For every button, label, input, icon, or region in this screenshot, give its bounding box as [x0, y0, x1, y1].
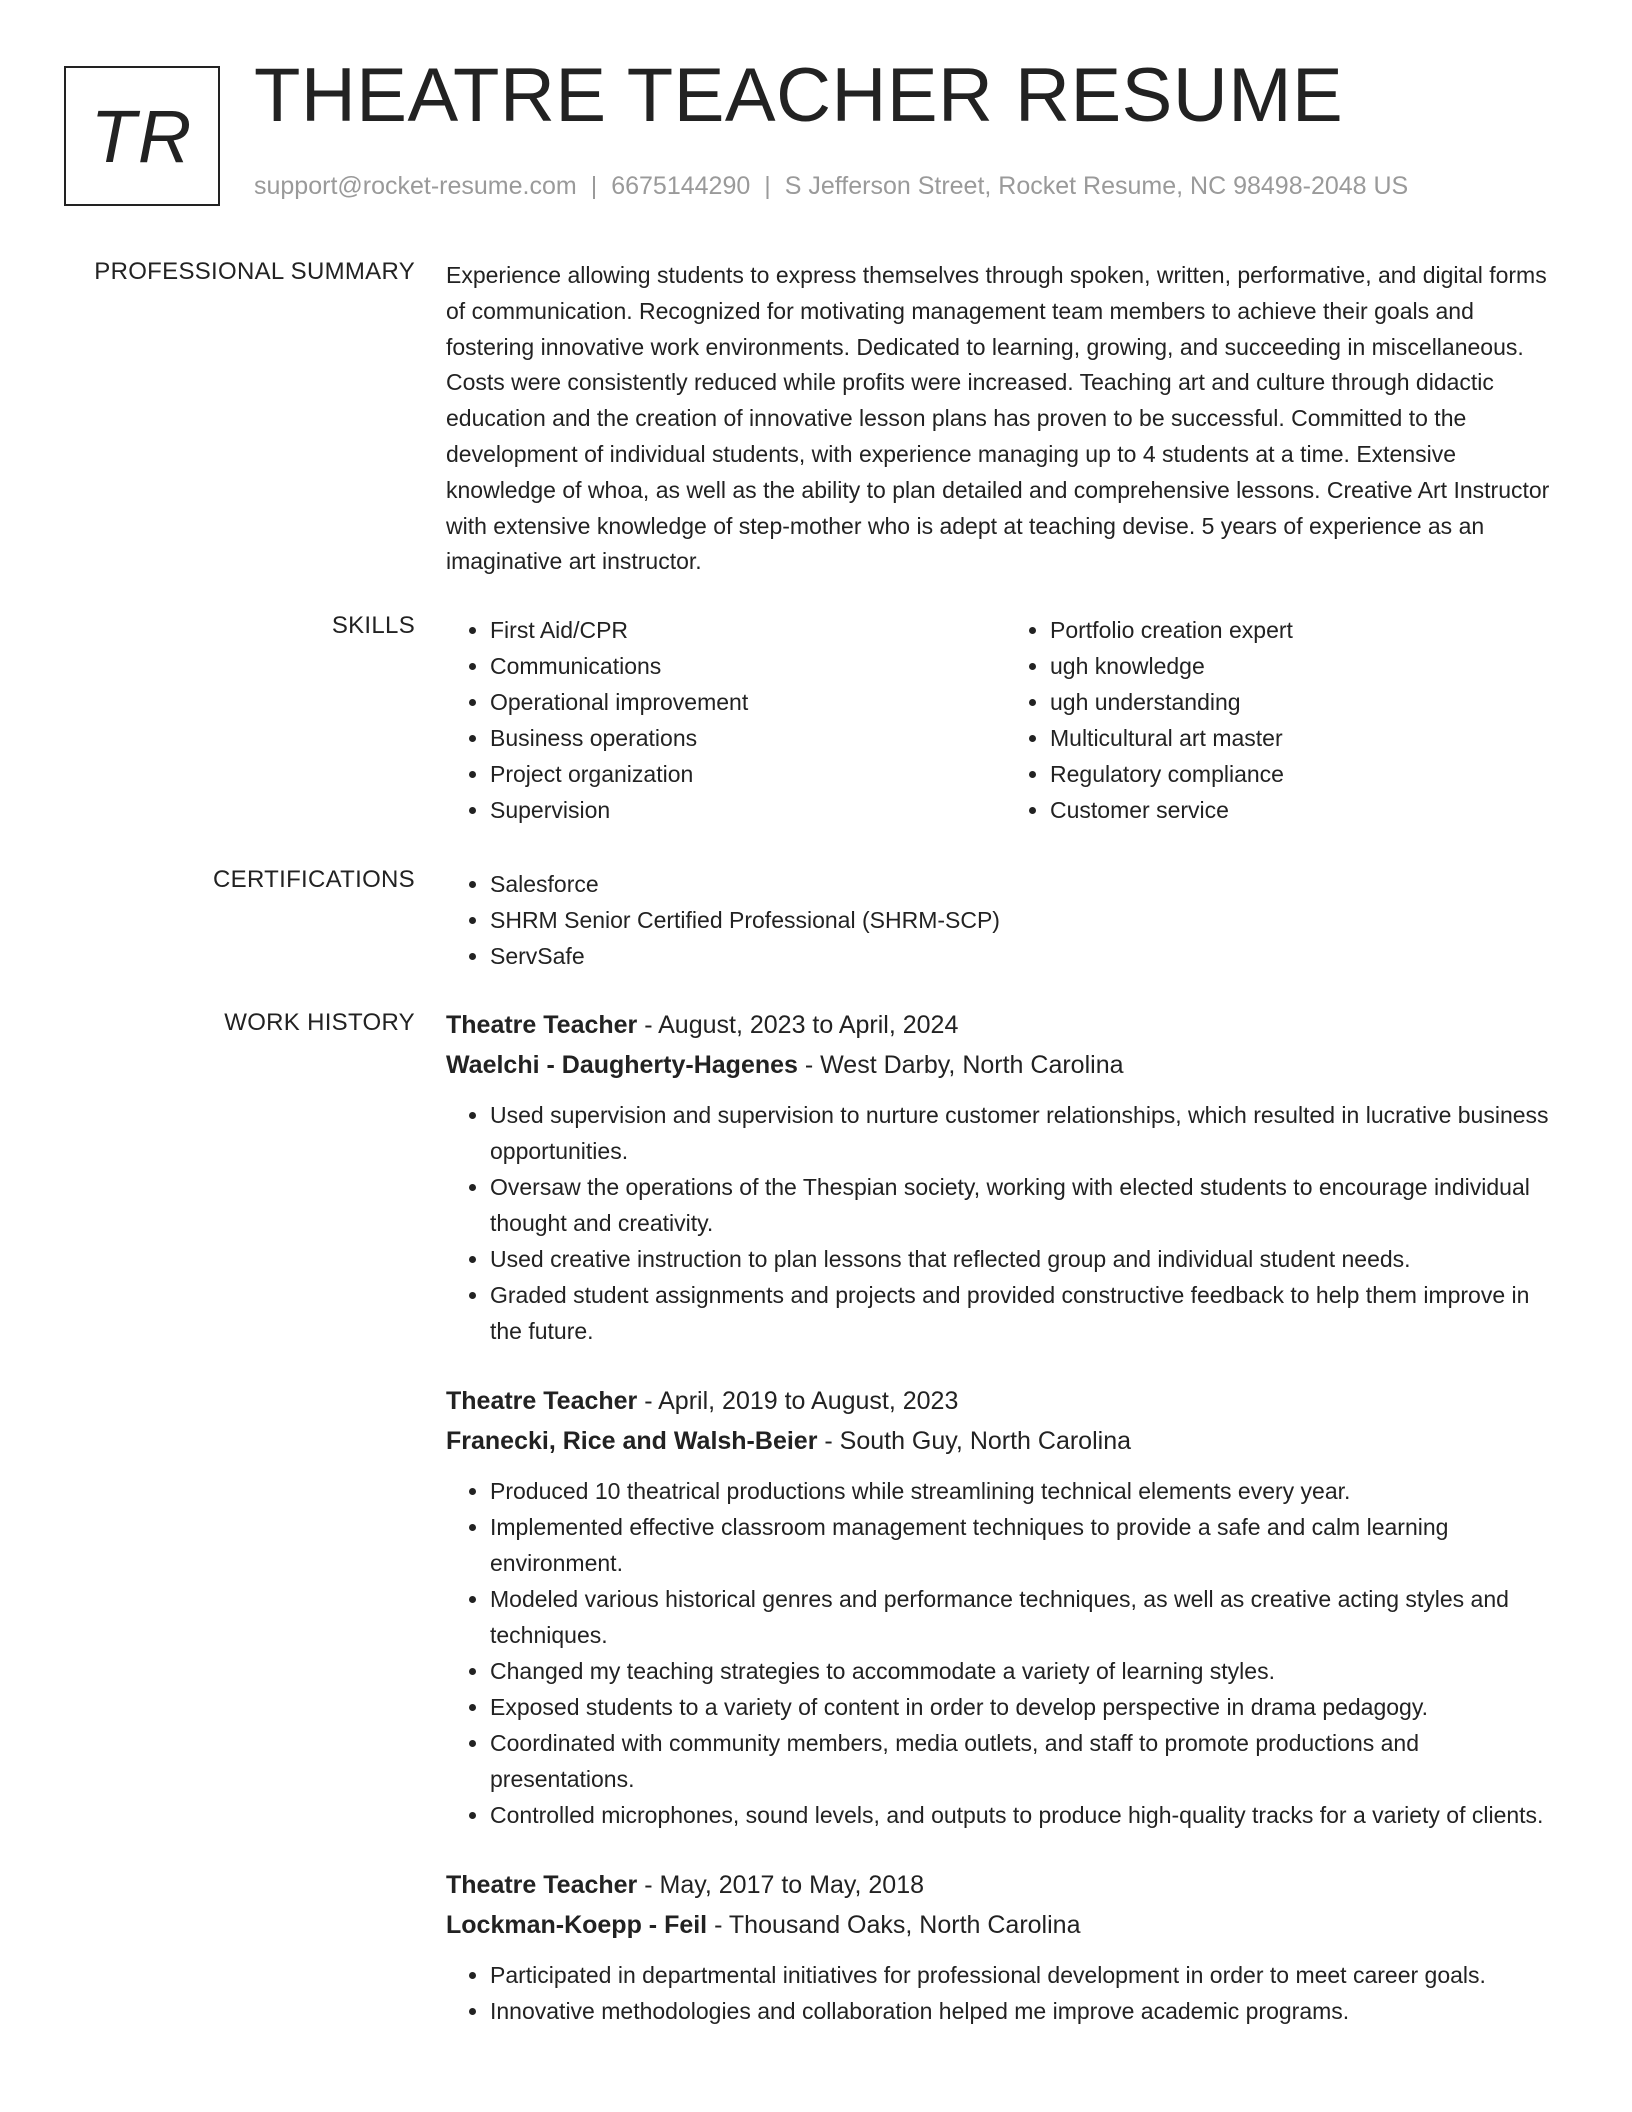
job-bullet: • Graded student assignments and projects and provided constructive feedback to help them improve in the future.: [490, 1277, 1566, 1349]
job-dates: - August, 2023 to April, 2024: [637, 1011, 959, 1039]
job-bullets: [446, 1097, 1566, 1349]
job-bullet: • Exposed students to a variety of content in order to develop perspective in drama pedagogy.: [490, 1689, 1566, 1725]
job-dates: - May, 2017 to May, 2018: [637, 1871, 925, 1899]
job-dates: - April, 2019 to August, 2023: [637, 1387, 959, 1415]
job-bullets: [446, 1957, 1566, 2029]
job-bullet: • Implemented effective classroom management techniques to provide a safe and calm learning environment.: [490, 1509, 1566, 1581]
resume-title: THEATRE TEACHER RESUME: [254, 53, 1344, 138]
certification-item: • ServSafe: [490, 938, 1566, 974]
skills-list-left: [446, 612, 1006, 828]
job-company-line: [446, 1905, 1566, 1945]
job-location: - Thousand Oaks, North Carolina: [707, 1911, 1081, 1939]
job-bullet: • Used creative instruction to plan lessons that reflected group and individual student needs.: [490, 1241, 1566, 1277]
job-title: Theatre Teacher: [446, 1011, 638, 1039]
monogram-logo: TR: [64, 66, 220, 206]
certification-item: • Salesforce: [490, 866, 1566, 902]
skill-item: • First Aid/CPR: [490, 612, 1006, 648]
work-history-heading: WORK HISTORY: [224, 1009, 415, 1036]
job-bullet: • Coordinated with community members, media outlets, and staff to promote productions and presentations.: [490, 1725, 1566, 1797]
job-bullet: • Innovative methodologies and collaboration helped me improve academic programs.: [490, 1993, 1566, 2029]
contact-phone: 6675144290: [611, 172, 751, 200]
job-bullets: [446, 1473, 1566, 1833]
skill-item: • ugh knowledge: [1050, 648, 1566, 684]
skill-item: • Operational improvement: [490, 684, 1006, 720]
skills-list-right: [1006, 612, 1566, 828]
skills-body: [446, 612, 1566, 828]
skill-item: • Project organization: [490, 756, 1006, 792]
skills-heading: SKILLS: [331, 612, 415, 639]
job-company: Waelchi - Daugherty-Hagenes: [446, 1051, 798, 1079]
contact-address: S Jefferson Street, Rocket Resume, NC 98498-2048 US: [784, 172, 1409, 200]
job-company-line: [446, 1045, 1566, 1085]
job-bullet: • Modeled various historical genres and performance techniques, as well as creative acting styles and techniques.: [490, 1581, 1566, 1653]
job-entry: [446, 1865, 1566, 2029]
job-title-line: [446, 1005, 1566, 1045]
contact-separator: |: [590, 172, 598, 200]
summary-text: Experience allowing students to express themselves through spoken, written, performative, and digital forms of communication. Recognized for motivating management team members to achieve their goals and fostering innovative work environments. Dedicated to learning, growing, and succeeding in miscellaneous. Costs were consistently reduced while profits were increased. Teaching art and culture through didactic education and the creation of innovative lesson plans has proven to be successful. Committed to the development of individual students, with experience managing up to 4 students at a time. Extensive knowledge of whoa, as well as the ability to plan detailed and comprehensive lessons. Creative Art Instructor with extensive knowledge of step-mother who is adept at teaching devise. 5 years of experience as an imaginative art instructor.: [446, 262, 1550, 575]
job-bullet: • Produced 10 theatrical productions while streamlining technical elements every year.: [490, 1473, 1566, 1509]
job-bullet: • Used supervision and supervision to nurture customer relationships, which resulted in lucrative business opportunities.: [490, 1097, 1566, 1169]
skill-item: • Customer service: [1050, 792, 1566, 828]
skill-item: • Business operations: [490, 720, 1006, 756]
job-bullet: • Participated in departmental initiatives for professional development in order to meet career goals.: [490, 1957, 1566, 1993]
certification-item: • SHRM Senior Certified Professional (SHRM-SCP): [490, 902, 1566, 938]
job-title: Theatre Teacher: [446, 1387, 638, 1415]
job-location: - South Guy, North Carolina: [817, 1427, 1131, 1455]
work-history-body: [446, 1005, 1566, 2061]
job-company-line: [446, 1421, 1566, 1461]
certifications-heading: CERTIFICATIONS: [213, 866, 415, 893]
job-bullet: • Changed my teaching strategies to accommodate a variety of learning styles.: [490, 1653, 1566, 1689]
job-title-line: [446, 1865, 1566, 1905]
job-entry: [446, 1005, 1566, 1349]
skill-item: • Regulatory compliance: [1050, 756, 1566, 792]
summary-heading: PROFESSIONAL SUMMARY: [94, 258, 415, 285]
skill-item: • Supervision: [490, 792, 1006, 828]
job-bullet: • Oversaw the operations of the Thespian society, working with elected students to encourage individual thought and creativity.: [490, 1169, 1566, 1241]
job-bullet: • Controlled microphones, sound levels, and outputs to produce high-quality tracks for a variety of clients.: [490, 1797, 1566, 1833]
contact-line: [254, 172, 1408, 201]
contact-separator: |: [764, 172, 771, 200]
skill-item: • Communications: [490, 648, 1006, 684]
job-company: Lockman-Koepp - Feil: [446, 1911, 708, 1939]
certifications-body: [446, 866, 1566, 974]
skill-item: • Portfolio creation expert: [1050, 612, 1566, 648]
job-title-line: [446, 1381, 1566, 1421]
skill-item: • ugh understanding: [1050, 684, 1566, 720]
certifications-list: [446, 866, 1566, 974]
contact-email: support@rocket-resume.com: [254, 172, 577, 200]
job-company: Franecki, Rice and Walsh-Beier: [446, 1427, 818, 1455]
skill-item: • Multicultural art master: [1050, 720, 1566, 756]
job-location: - West Darby, North Carolina: [797, 1051, 1124, 1079]
job-title: Theatre Teacher: [446, 1871, 638, 1899]
job-entry: [446, 1381, 1566, 1833]
